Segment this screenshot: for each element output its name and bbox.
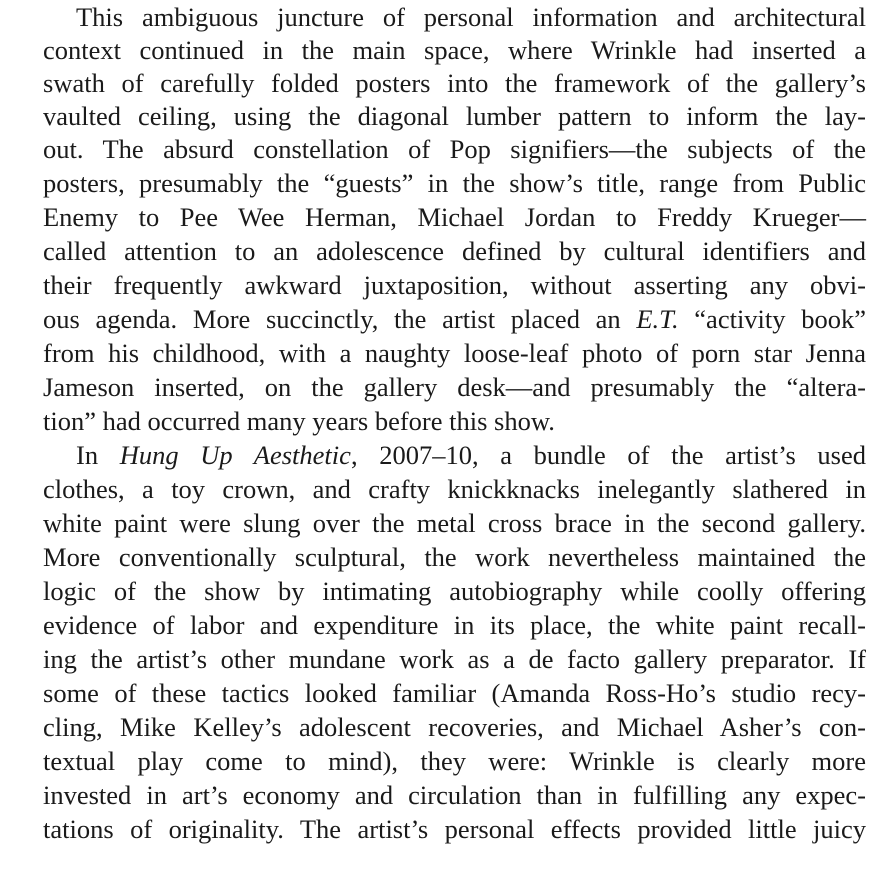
text-line: [43, 710, 866, 744]
line-text: swath of carefully folded posters into the framework of the gallery’s: [43, 68, 866, 98]
line-text: called attention to an adolescence defined by cultural identifiers and: [43, 236, 866, 266]
line-text: Enemy to Pee Wee Herman, Michael Jordan to Freddy Krueger—: [43, 202, 866, 232]
line-text: invested in art’s economy and circulation than in fulfilling any expec-: [43, 780, 866, 810]
text-line: [43, 472, 866, 506]
text-line: [43, 33, 866, 67]
line-text: ous agenda. More succinctly, the artist placed an: [43, 304, 637, 334]
line-text: In: [76, 440, 120, 470]
line-text: context continued in the main space, where Wrinkle had inserted a: [43, 35, 866, 65]
text-line: [76, 0, 866, 34]
text-line: [43, 336, 866, 370]
text-line: [43, 676, 866, 710]
text-line: [43, 744, 866, 778]
italic-title: Hung Up Aesthetic: [119, 440, 351, 470]
line-text: posters, presumably the “guests” in the show’s title, range from Public: [43, 168, 866, 198]
text-line: [43, 200, 866, 234]
line-text: This ambiguous juncture of personal information and architectural: [76, 2, 866, 32]
text-line: [43, 302, 866, 336]
line-text: “activity book”: [678, 304, 866, 334]
line-text: vaulted ceiling, using the diagonal lumber pattern to inform the lay-: [43, 101, 866, 131]
line-text: tations of originality. The artist’s personal effects provided little juicy: [43, 814, 866, 844]
text-line: [43, 540, 866, 574]
line-text: white paint were slung over the metal cross brace in the second gallery.: [43, 508, 866, 538]
line-text: logic of the show by intimating autobiography while coolly offering: [43, 576, 866, 606]
text-line: [43, 574, 866, 608]
line-text: cling, Mike Kelley’s adolescent recoveries, and Michael Asher’s con-: [43, 712, 866, 742]
line-text: from his childhood, with a naughty loose-leaf photo of porn star Jenna: [43, 338, 866, 368]
text-line: [43, 132, 866, 166]
line-text: tion” had occurred many years before this show.: [43, 406, 555, 436]
line-text: evidence of labor and expenditure in its place, the white paint recall-: [43, 610, 866, 640]
line-text: their frequently awkward juxtaposition, without asserting any obvi-: [43, 270, 866, 300]
line-text: Jameson inserted, on the gallery desk—and presumably the “altera-: [43, 372, 866, 402]
text-line: [43, 66, 866, 100]
line-text: out. The absurd constellation of Pop signifiers—the subjects of the: [43, 134, 866, 164]
text-line: [43, 506, 866, 540]
text-line: [43, 608, 866, 642]
text-line: [43, 234, 866, 268]
text-line: [43, 778, 866, 812]
text-line: [43, 642, 866, 676]
line-text: More conventionally sculptural, the work nevertheless maintained the: [43, 542, 866, 572]
line-text: ing the artist’s other mundane work as a de facto gallery preparator. If: [43, 644, 866, 674]
line-text: , 2007–10, a bundle of the artist’s used: [350, 440, 867, 470]
line-text: clothes, a toy crown, and crafty knickknacks inelegantly slathered in: [43, 474, 866, 504]
text-line: [43, 404, 866, 438]
text-line: [43, 99, 866, 133]
text-line: [76, 438, 866, 472]
text-line: [43, 370, 866, 404]
text-line: [43, 166, 866, 200]
text-line: [43, 812, 866, 846]
line-text: textual play come to mind), they were: Wrinkle is clearly more: [43, 746, 866, 776]
text-line: [43, 268, 866, 302]
line-text: some of these tactics looked familiar (Amanda Ross-Ho’s studio recy-: [43, 678, 866, 708]
italic-title: E.T.: [636, 304, 679, 334]
